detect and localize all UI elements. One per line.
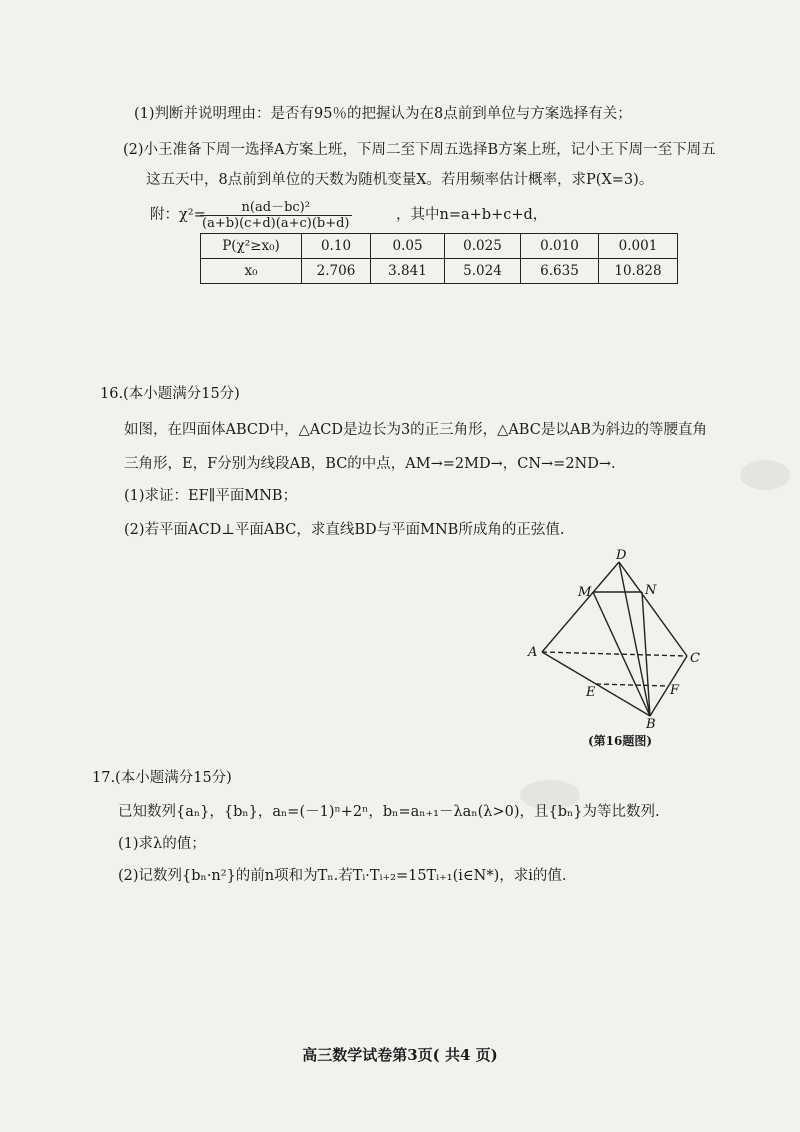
critical-value-table [200,233,678,284]
appendix-prefix: 附：χ²= [150,207,206,223]
formula-suffix: ，其中n=a+b+c+d， [396,207,548,223]
q16-line1: 如图，在四面体ABCD中，△ACD是边长为3的正三角形，△ABC是以AB为斜边的等腰直角 [124,422,707,438]
table-cell: 0.001 [599,234,678,259]
table-row [201,259,678,284]
table-cell: 3.841 [371,259,445,284]
q15-part2-line2: 这五天中，8点前到单位的天数为随机变量X。若用频率估计概率，求P(X=3)。 [146,172,654,188]
table-cell: 10.828 [599,259,678,284]
q17-part1: (1)求λ的值； [118,836,206,852]
edge-AD [542,562,619,652]
q16-part2: (2)若平面ACD⊥平面ABC，求直线BD与平面MNB所成角的正弦值. [124,522,565,538]
table-row [201,234,678,259]
formula-numerator: n(ad－bc)² [200,196,352,216]
label-C: C [690,651,700,666]
q15-part2-line1: (2)小王准备下周一选择A方案上班，下周二至下周五选择B方案上班，记小王下周一至下周五 [123,142,716,158]
label-A: A [528,645,538,660]
label-M: M [578,585,592,600]
q15-part1: (1)判断并说明理由：是否有95％的把握认为在8点前到单位与方案选择有关； [134,106,632,122]
label-N: N [645,583,657,598]
figure-caption: (第16题图) [588,734,653,748]
table-cell: 0.025 [445,234,521,259]
table-cell: 2.706 [302,259,371,284]
page-footer: 高三数学试卷第3页( 共4 页) [302,1046,498,1064]
table-cell: 0.05 [371,234,445,259]
edge-AC-dashed [542,652,687,656]
q16-part1: (1)求证：EF∥平面MNB； [124,488,298,504]
chi-square-formula [200,196,352,231]
label-F: F [670,683,680,698]
table-cell: 6.635 [521,259,599,284]
scan-smudge [520,780,580,810]
edge-DC [619,562,687,656]
table-header-cell: P(χ²≥x₀) [201,234,302,259]
formula-denominator: (a+b)(c+d)(a+c)(b+d) [202,216,350,231]
tetrahedron-figure [520,548,710,728]
q17-title: 17.(本小题满分15分) [92,770,232,786]
q16-title: 16.(本小题满分15分) [100,386,240,402]
q17-part2: (2)记数列{bₙ·n²}的前n项和为Tₙ.若Tᵢ·Tᵢ₊₂=15Tᵢ₊₁(i∈N*)，求i的值. [118,868,567,884]
q17-line1: 已知数列{aₙ}，{bₙ}，aₙ=(－1)ⁿ+2ⁿ，bₙ=aₙ₊₁－λaₙ(λ>0)，且{bₙ}为等比数列. [118,804,660,820]
table-cell: 0.010 [521,234,599,259]
label-B: B [646,717,656,728]
label-E: E [586,685,596,700]
table-cell: 5.024 [445,259,521,284]
q16-line2: 三角形，E，F分别为线段AB，BC的中点，AM→=2MD→，CN→=2ND→. [124,456,616,472]
segment-EF-dashed [596,684,668,686]
scan-smudge [740,460,790,490]
label-D: D [616,548,627,563]
table-header-cell: x₀ [201,259,302,284]
table-cell: 0.10 [302,234,371,259]
